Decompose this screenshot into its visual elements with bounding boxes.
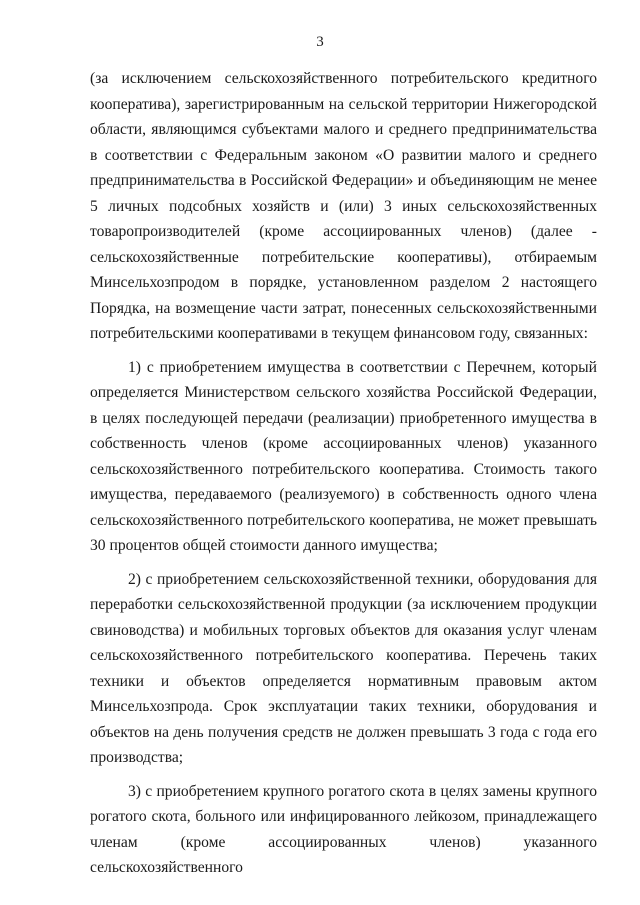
document-body — [90, 66, 597, 881]
paragraph-item-1: 1) с приобретением имущества в соответствии с Перечнем, который определяется Министерством сельского хозяйства Российской Федерации, в целях последующей передачи (реализации) приобретенного имущества в собственность членов (кроме ассоциированных членов) указанного сельскохозяйственного потребительского кооператива. Стоимость такого имущества, передаваемого (реализуемого) в собственность одного члена сельскохозяйственного потребительского кооператива, не может превышать 30 процентов общей стоимости данного имущества; — [90, 358, 597, 554]
paragraph-item-2: 2) с приобретением сельскохозяйственной техники, оборудования для переработки сельскохозяйственной продукции (за исключением продукции свиноводства) и мобильных торговых объектов для оказания услуг членам сельскохозяйственного потребительского кооператива. Перечень таких техники и объектов определяется нормативным правовым актом Минсельхозпрода. Срок эксплуатации таких техники, оборудования и объектов на день получения средств не должен превышать 3 года с года его производства; — [90, 570, 597, 766]
paragraph-item-3: 3) с приобретением крупного рогатого скота в целях замены крупного рогатого скота, больного или инфицированного лейкозом, принадлежащего членам (кроме ассоциированных членов) указанного сельскохозяйственного — [90, 782, 597, 876]
paragraph-intro: (за исключением сельскохозяйственного потребительского кредитного кооператива), зарегистрированным на сельской территории Нижегородской области, являющимся субъектами малого и среднего предпринимательства в соответствии с Федеральным законом «О развитии малого и среднего предпринимательства в Российской Федерации» и объединяющим не менее 5 личных подсобных хозяйств и (или) 3 иных сельскохозяйственных товаропроизводителей (кроме ассоциированных членов) (далее - сельскохозяйственные потребительские кооперативы), отбираемым Минсельхозпродом в порядке, установленном разделом 2 настоящего Порядка, на возмещение части затрат, понесенных сельскохозяйственными потребительскими кооперативами в текущем финансовом году, связанных: — [90, 70, 597, 342]
page-number: 3 — [316, 34, 324, 50]
